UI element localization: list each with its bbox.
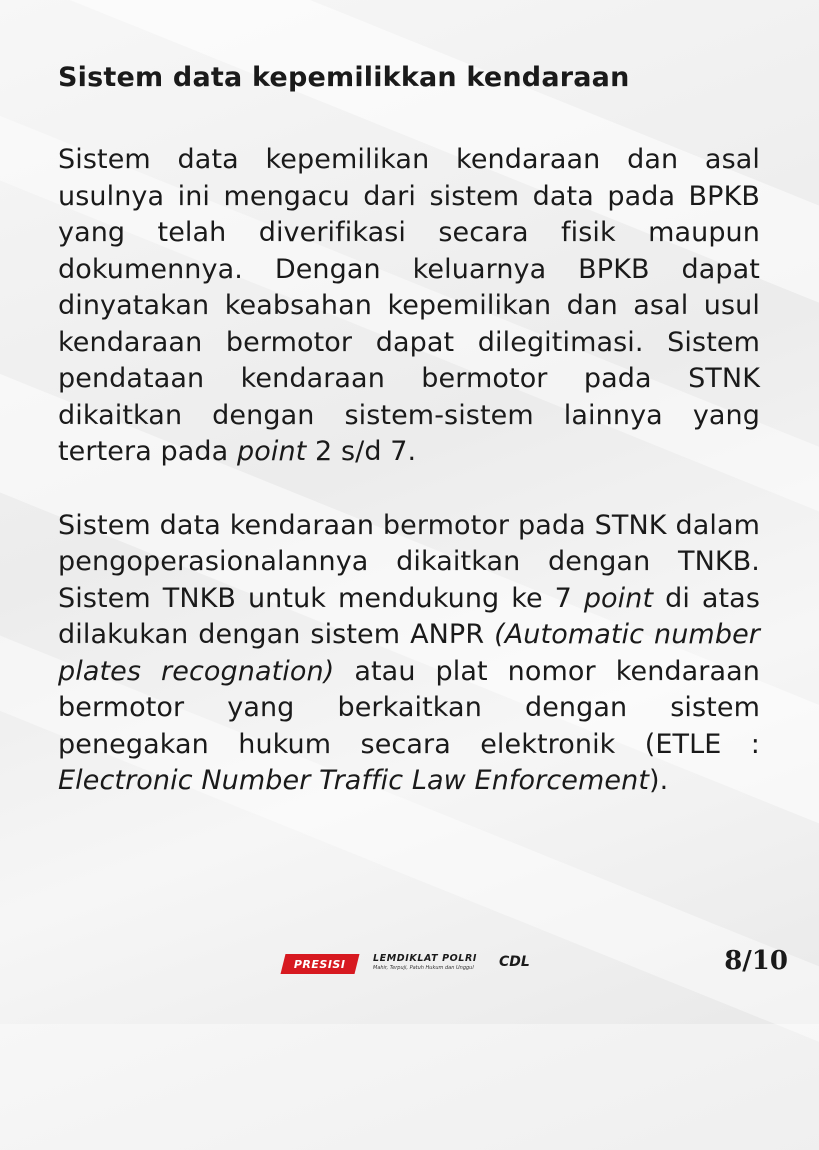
italic-text-segment: point — [583, 582, 654, 614]
lemdiklat-logo — [373, 953, 493, 972]
page-number: 8/10 — [724, 946, 788, 976]
lemdiklat-name: LEMDIKLAT POLRI — [373, 953, 478, 964]
italic-text-segment: point — [236, 436, 307, 467]
text-segment: di atas dilakukan dengan sistem ANPR — [58, 582, 760, 650]
text-segment: Sistem data kepemilikan kendaraan dan asal usulnya ini mengacu dari sistem data pada BPKB yang telah diverifikasi secara fisik maupun dokumennya. Dengan keluarnya BPKB dapat dinyatakan keabsahan kepemilikan dan asal usul kendaraan bermotor dapat dilegitimasi. Sistem pendataan kendaraan bermotor pada STNK dikaitkan dengan sistem-sistem lainnya yang tertera pada — [58, 144, 760, 467]
italic-text-segment: Electronic Number Traffic Law Enforcement — [58, 765, 650, 796]
slide-title: Sistem data kepemilikkan kendaraan — [58, 62, 630, 93]
lemdiklat-tagline: Mahir, Terpuji, Patuh Hukum dan Unggul — [373, 965, 474, 971]
text-segment: 2 s/d 7. — [306, 436, 417, 467]
text-segment: ). — [649, 765, 669, 796]
cdl-logo: CDL — [499, 954, 530, 970]
paragraph-ownership-data — [58, 142, 760, 471]
footer — [0, 940, 819, 988]
italic-text-segment: (Automatic number plates recognation) — [58, 619, 760, 687]
text-segment: Sistem data kendaraan bermotor pada STNK dalam pengoperasionalannya dikaitkan dengan TNKB. Sistem TNKB untuk mendukung ke 7 — [58, 509, 760, 614]
slide-content — [58, 58, 760, 837]
paragraph-stnk-tnkb — [58, 508, 760, 800]
presisi-logo: PRESISI — [281, 954, 360, 974]
text-segment: atau plat nomor kendaraan bermotor yang berkaitkan dengan sistem penegakan hukum secara elektronik (ETLE : — [58, 655, 760, 760]
